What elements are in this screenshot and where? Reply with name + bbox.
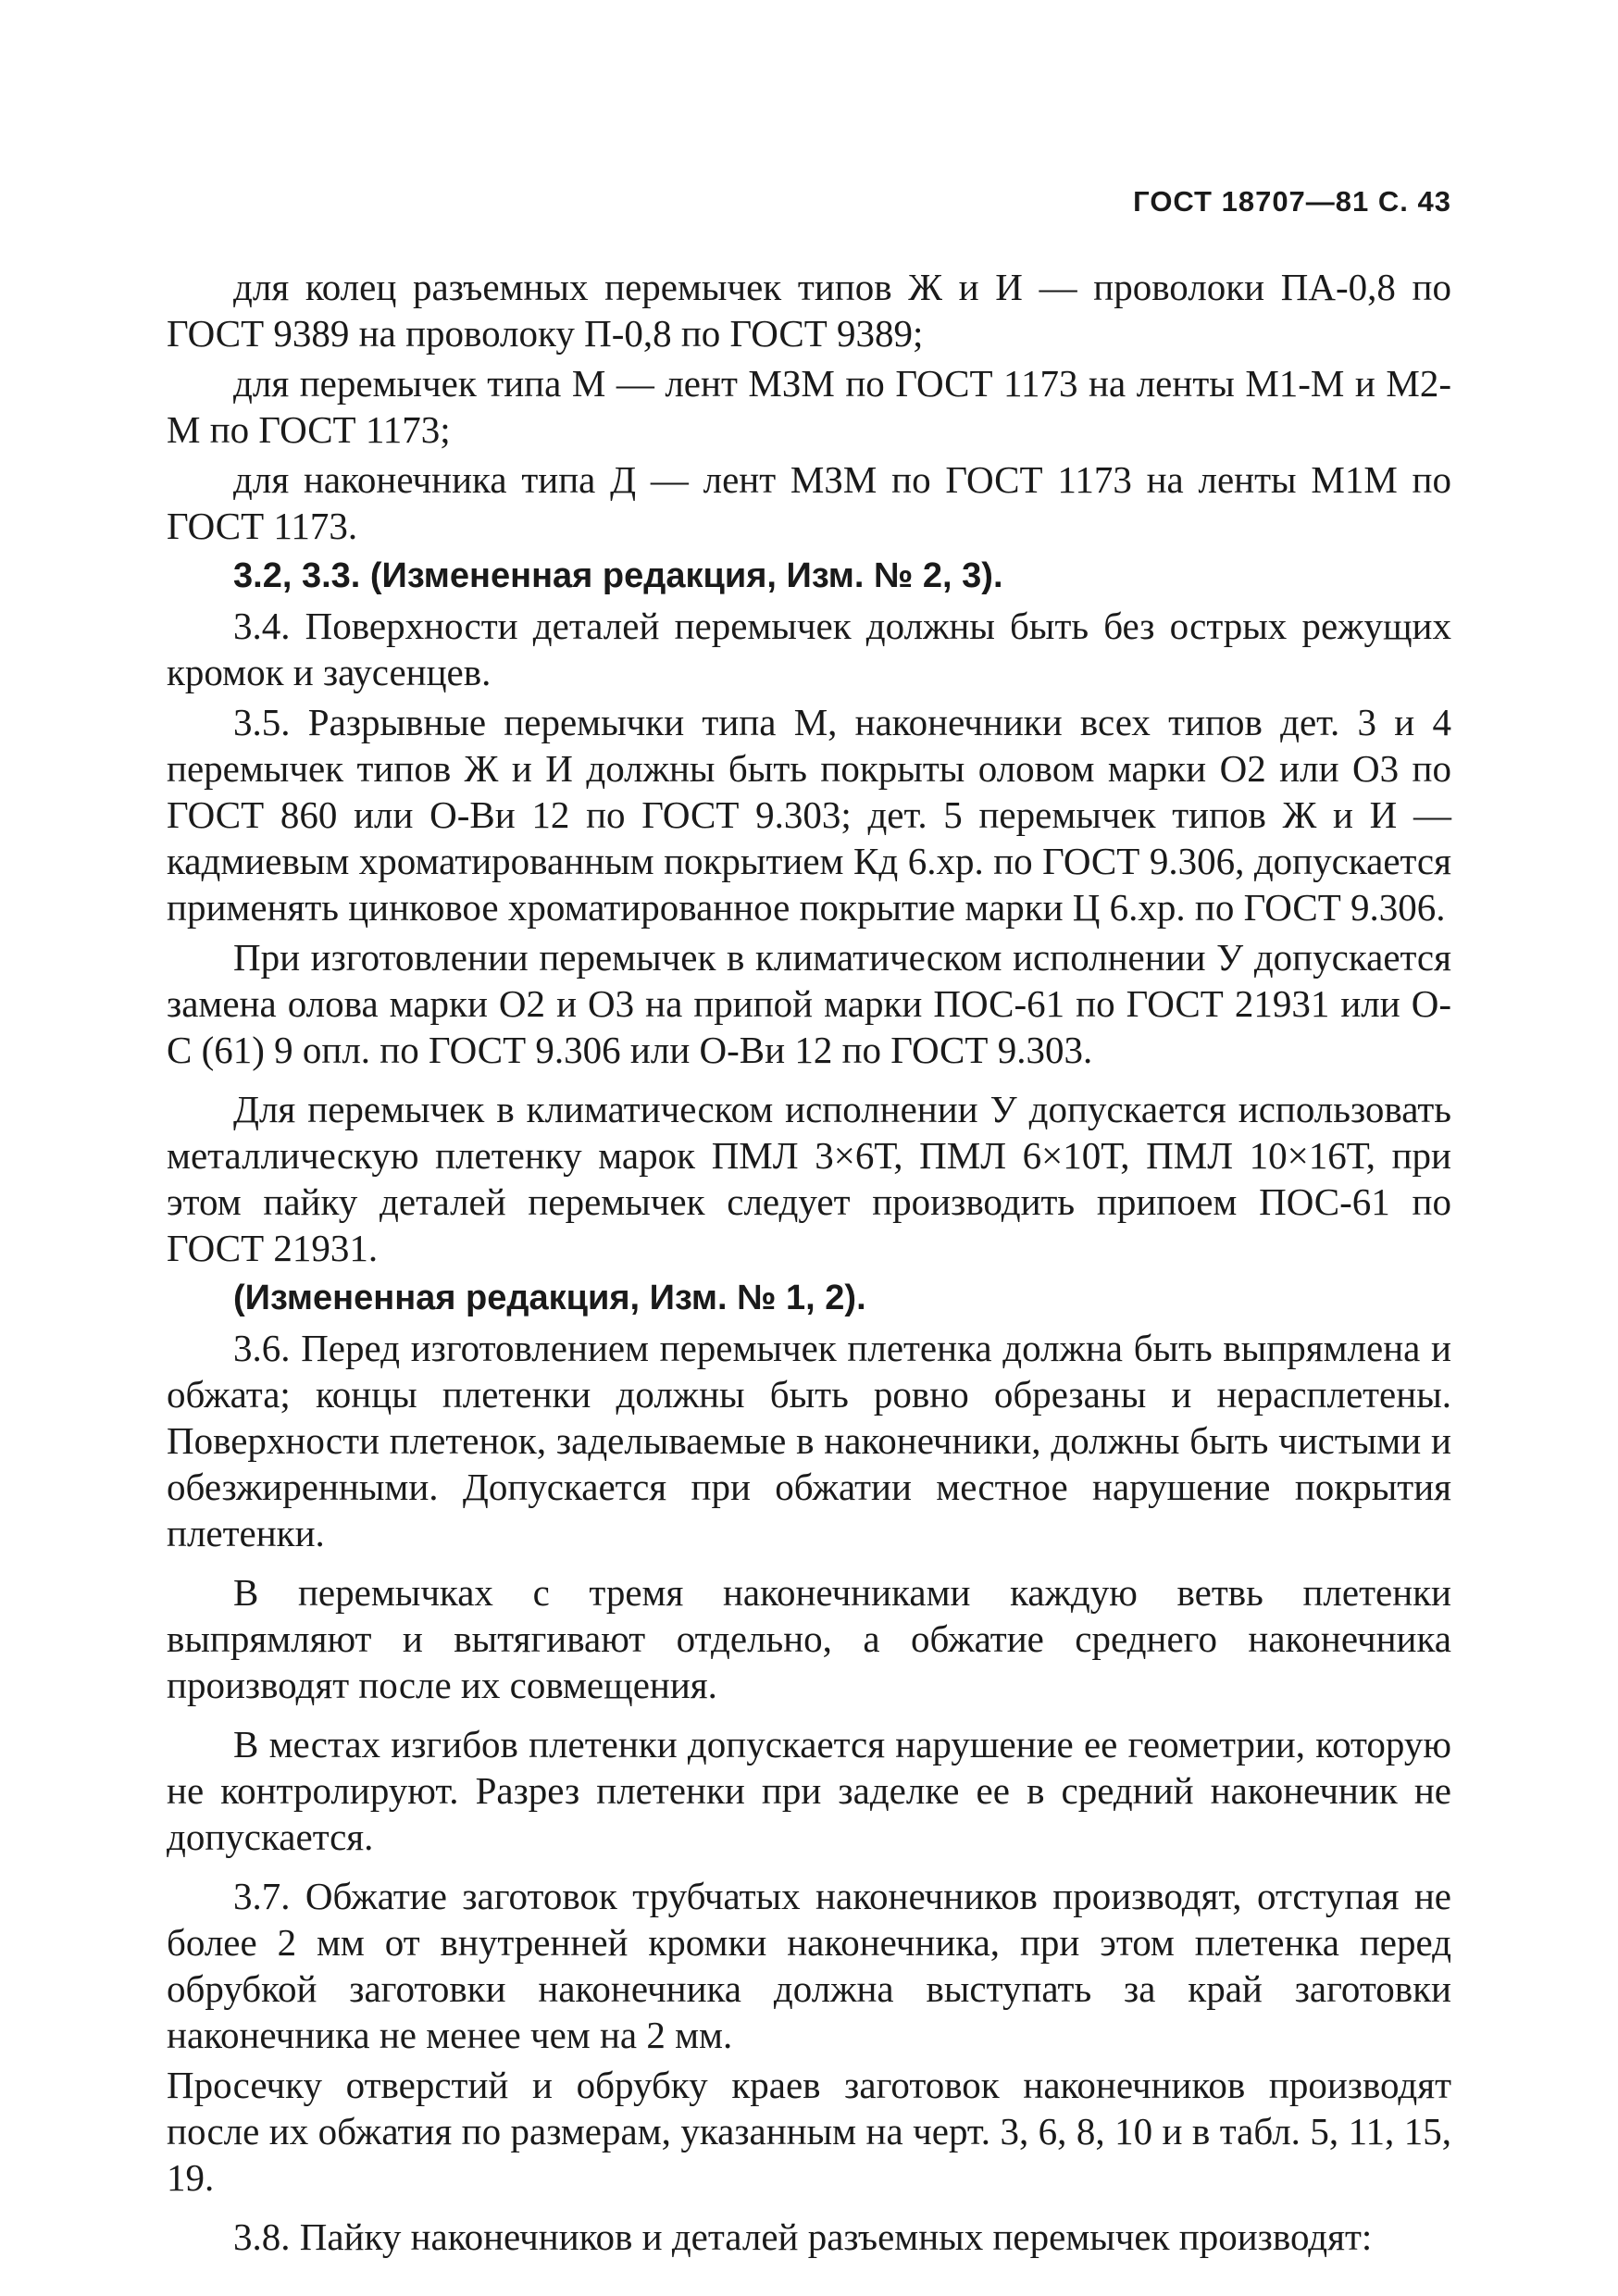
document-body	[167, 264, 1451, 2264]
clause-3-4: 3.4. Поверхности деталей перемычек должны быть без острых режущих кромок и заусенцев.	[167, 605, 1451, 693]
clause-3-6: 3.6. Перед изготовлением перемычек плетенка должна быть выпрямлена и обжата; концы плетенки должны быть ровно обрезаны и нерасплетены. Поверхности плетенок, заделываемые в наконечники, должны быть чистыми и обезжиренными. Допускается при обжатии местное нарушение покрытия плетенки.	[167, 1327, 1451, 1554]
paragraph-three-tips: В перемычках с тремя наконечниками каждую ветвь плетенки выпрямляют и вытягивают отдельно, а обжатие среднего наконечника производят после их совмещения.	[167, 1571, 1451, 1706]
clause-3-7: 3.7. Обжатие заготовок трубчатых наконечников производят, отступая не более 2 мм от внутренней кромки наконечника, при этом плетенка перед обрубкой заготовки наконечника должна выступать за край заготовки наконечника не менее чем на 2 мм.	[167, 1875, 1451, 2056]
amendment-note-3-2-3-3: 3.2, 3.3. (Измененная редакция, Изм. № 2, 3).	[233, 556, 1003, 595]
paragraph-punching: Просечку отверстий и обрубку краев заготовок наконечников производят после их обжатия по размерам, указанным на черт. 3, 6, 8, 10 и в табл. 5, 11, 15, 19.	[167, 2064, 1451, 2199]
paragraph-bend-places: В местах изгибов плетенки допускается нарушение ее геометрии, которую не контролируют. Разрез плетенки при заделке ее в средний наконечник не допускается.	[167, 1723, 1451, 1858]
paragraph-type-m-tape: для перемычек типа М — лент МЗМ по ГОСТ 1173 на ленты М1-М и М2-М по ГОСТ 1173;	[167, 362, 1451, 451]
paragraph-ring-wire: для колец разъемных перемычек типов Ж и И — проволоки ПА-0,8 по ГОСТ 9389 на проволоку П-0,8 по ГОСТ 9389;	[167, 266, 1451, 355]
clause-3-5: 3.5. Разрывные перемычки типа М, наконечники всех типов дет. 3 и 4 перемычек типов Ж и И должны быть покрыты оловом марки О2 или О3 по ГОСТ 860 или О-Ви 12 по ГОСТ 9.303; дет. 5 перемычек типов Ж и И — кадмиевым хроматированным покрытием Кд 6.хр. по ГОСТ 9.306, допускается применять цинковое хроматированное покрытие марки Ц 6.хр. по ГОСТ 9.306.	[167, 701, 1451, 929]
paragraph-climatic-solder: При изготовлении перемычек в климатическом исполнении У допускается замена олова марки О2 и О3 на припой марки ПОС-61 по ГОСТ 21931 или О-С (61) 9 опл. по ГОСТ 9.306 или О-Ви 12 по ГОСТ 9.303.	[167, 936, 1451, 1071]
paragraph-type-d-tape: для наконечника типа Д — лент МЗМ по ГОСТ 1173 на ленты М1М по ГОСТ 1173.	[167, 458, 1451, 547]
paragraph-metal-braid: Для перемычек в климатическом исполнении У допускается использовать металлическую плетенку марок ПМЛ 3×6Т, ПМЛ 6×10Т, ПМЛ 10×16Т, при этом пайку деталей перемычек следует производить припоем ПОС-61 по ГОСТ 21931.	[167, 1088, 1451, 1269]
amendment-note-1-2: (Измененная редакция, Изм. № 1, 2).	[233, 1279, 866, 1317]
clause-3-8: 3.8. Пайку наконечников и деталей разъемных перемычек производят:	[233, 2215, 1373, 2258]
page-header: ГОСТ 18707—81 С. 43	[1133, 185, 1451, 218]
